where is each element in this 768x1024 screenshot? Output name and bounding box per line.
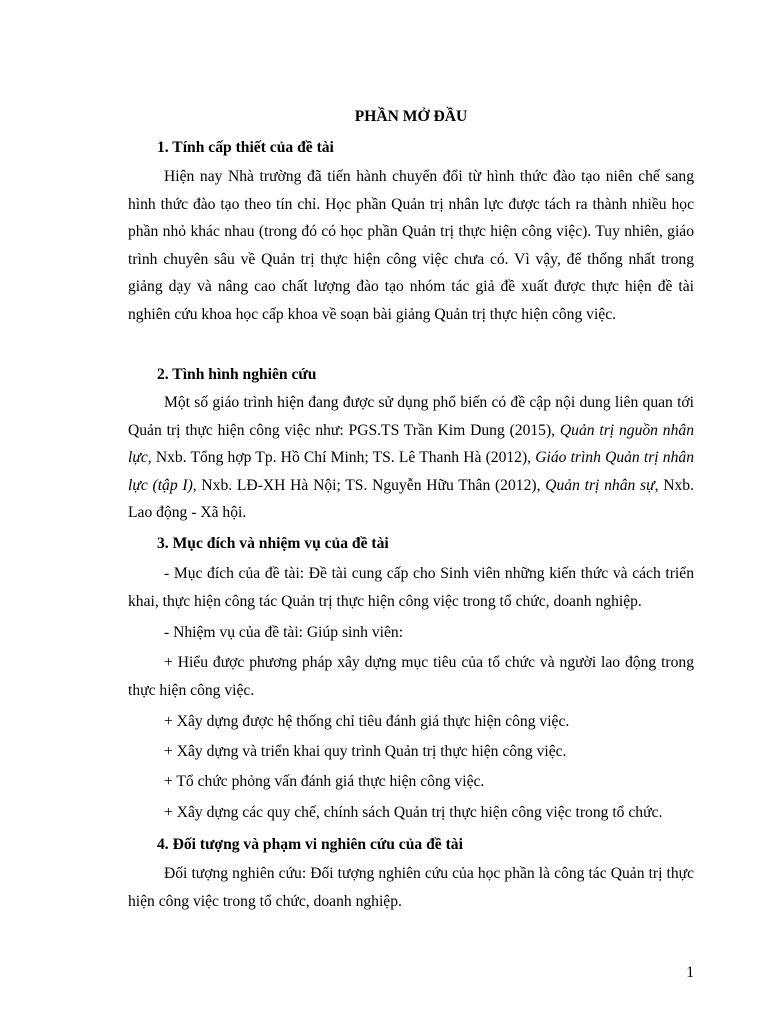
section-2-text-2: , Nxb. Tổng hợp Tp. Hồ Chí Minh; TS. Lê Thanh Hà (2012), bbox=[147, 449, 536, 466]
purpose-paragraph: - Mục đích của đề tài: Đề tài cung cấp cho Sinh viên những kiến thức và cách triển khai, thực hiện công tác Quản trị thực hiện công việc trong tổ chức, doanh nghiệp. bbox=[128, 565, 694, 610]
task-item-1: + Hiểu được phương pháp xây dựng mục tiêu của tổ chức và người lao động trong thực hiện công việc. bbox=[128, 654, 694, 699]
section-heading-3: 3. Mục đích và nhiệm vụ của đề tài bbox=[157, 535, 389, 552]
section-2-text-3: , Nxb. LĐ-XH Hà Nội; TS. Nguyễn Hữu Thân (2012), bbox=[192, 476, 546, 494]
task-item-2: + Xây dựng được hệ thống chỉ tiêu đánh giá thực hiện công việc. bbox=[164, 713, 570, 730]
task-item-4: + Tổ chức phỏng vấn đánh giá thực hiện công việc. bbox=[164, 773, 485, 790]
page-title: PHẦN MỞ ĐẦU bbox=[354, 108, 468, 125]
section-1-paragraph: Hiện nay Nhà trường đã tiến hành chuyển đổi từ hình thức đào tạo niên chế sang hình thức đào tạo theo tín chỉ. Học phần Quản trị nhân lực được tách ra thành nhiều học phần nhỏ khác nhau (trong đó có học phần Quản trị thực hiện công việc). Tuy nhiên, giáo trình chuyên sâu về Quản trị thực hiện công việc chưa có. Vì vậy, để thống nhất trong giảng dạy và nâng cao chất lượng đào tạo nhóm tác giả đề xuất được thực hiện đề tài nghiên cứu khoa học cấp khoa về soạn bài giảng Quản trị thực hiện công việc. bbox=[128, 168, 694, 323]
book-title-2: Giáo trình Quản trị nhân lực (tập I) bbox=[128, 449, 694, 494]
section-4-paragraph: Đối tượng nghiên cứu: Đối tượng nghiên cứu của học phần là công tác Quản trị thực hiện công việc trong tổ chức, doanh nghiệp. bbox=[128, 865, 694, 910]
task-item-3: + Xây dựng và triển khai quy trình Quản trị thực hiện công việc. bbox=[164, 743, 567, 760]
book-title-3: Quản trị nhân sự bbox=[545, 476, 655, 494]
section-heading-1: 1. Tính cấp thiết của đề tài bbox=[157, 139, 334, 156]
section-2-text-4: , Nxb. Lao động - Xã hội. bbox=[128, 476, 695, 521]
section-heading-2: 2. Tình hình nghiên cứu bbox=[157, 366, 317, 383]
page-number: 1 bbox=[686, 964, 694, 981]
book-title-1: Quản trị nguồn nhân lực bbox=[128, 421, 694, 466]
section-2-paragraph bbox=[128, 389, 694, 527]
section-heading-4: 4. Đối tượng và phạm vi nghiên cứu của đề tài bbox=[157, 836, 463, 853]
tasks-intro: - Nhiệm vụ của đề tài: Giúp sinh viên: bbox=[164, 624, 404, 641]
task-item-5: + Xây dựng các quy chế, chính sách Quản trị thực hiện công việc trong tổ chức. bbox=[164, 804, 663, 821]
section-2-text-1: Một số giáo trình hiện đang được sử dụng phổ biến có đề cập nội dung liên quan tới Quản trị thực hiện công việc như: PGS.TS Trần Kim Dung (2015), bbox=[128, 394, 694, 439]
